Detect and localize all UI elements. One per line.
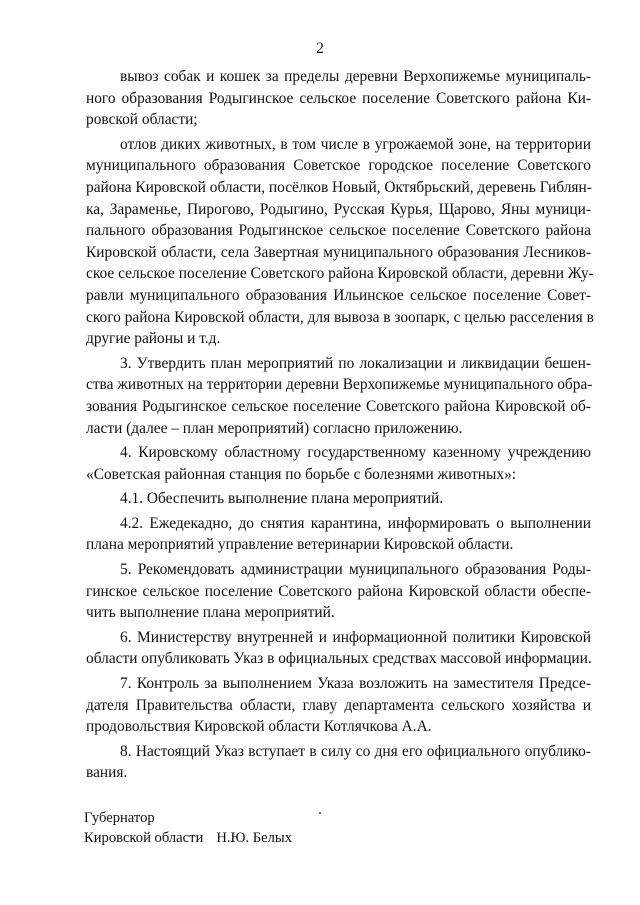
text-line: муниципального образования Советское городское поселение Советского bbox=[86, 157, 591, 175]
text-line: ласти (далее – план мероприятий) согласно приложению. bbox=[86, 419, 463, 437]
signatory-title: Губернатор bbox=[84, 810, 155, 826]
decree-body bbox=[86, 66, 594, 784]
text-line: ского района Кировской области, для вывоза в зоопарк, с целью расселения в bbox=[86, 308, 594, 326]
text-line: вывоз собак и кошек за пределы деревни Верхопижемье муниципаль- bbox=[120, 68, 591, 85]
text-line: 5. Рекомендовать администрации муниципального образования Роды- bbox=[120, 561, 591, 579]
text-line: отлов диких животных, в том числе в угрожаемой зоне, на территории bbox=[120, 135, 591, 153]
text-line: «Советская районная станция по борьбе с болезнями животных»: bbox=[86, 465, 517, 483]
scan-speck bbox=[319, 812, 321, 814]
text-line: области опубликовать Указ в официальных средствах массовой информации. bbox=[86, 650, 592, 668]
text-line: чить выполнение плана мероприятий. bbox=[86, 604, 335, 622]
text-line: пального образования Родыгинское сельское поселение Советского района bbox=[86, 222, 591, 240]
page-number: 2 bbox=[316, 40, 324, 57]
text-line: 7. Контроль за выполнением Указа возложить на заместителя Предсе- bbox=[120, 675, 591, 693]
signatory-region-line bbox=[84, 829, 292, 849]
text-line: зования Родыгинское сельское поселение Советского района Кировской об- bbox=[86, 397, 591, 415]
text-line: ства животных на территории деревни Верхопижемье муниципального обра- bbox=[86, 376, 593, 394]
text-line: 4. Кировскому областному государственному казенному учреждению bbox=[120, 444, 591, 462]
signature-block bbox=[84, 809, 292, 848]
text-line: плана мероприятий управление ветеринарии Кировской области. bbox=[86, 536, 514, 554]
text-line: ного образования Родыгинское сельское поселение Советского района Ки- bbox=[86, 89, 591, 107]
text-line: гинское сельское поселение Советского района Кировской области обеспе- bbox=[86, 582, 591, 600]
signatory-region: Кировской области bbox=[84, 829, 204, 846]
text-line: равли муниципального образования Ильинское сельское поселение Совет- bbox=[86, 286, 591, 304]
text-line: 3. Утвердить план мероприятий по локализации и ликвидации бешен- bbox=[120, 354, 591, 372]
text-line: ка, Зараменье, Пирогово, Родыгино, Русская Курья, Щарово, Яны муници- bbox=[86, 200, 591, 218]
text-line: продовольствия Кировской области Котлячкова А.А. bbox=[86, 718, 432, 736]
text-line: 4.2. Ежедекадно, до снятия карантина, информировать о выполнении bbox=[120, 514, 591, 532]
text-line: дателя Правительства области, главу департамента сельского хозяйства и bbox=[86, 696, 591, 714]
text-line: 8. Настоящий Указ вступает в силу со дня его официального опублико- bbox=[120, 742, 591, 760]
text-line: 6. Министерству внутренней и информационной политики Кировской bbox=[120, 628, 591, 646]
text-line: вания. bbox=[86, 764, 128, 782]
text-line: ское сельское поселение Советского района Кировской области, деревни Жу- bbox=[86, 265, 594, 283]
signatory-name: Н.Ю. Белых bbox=[216, 829, 293, 846]
text-line: 4.1. Обеспечить выполнение плана мероприятий. bbox=[120, 490, 444, 508]
text-line: другие районы и т.д. bbox=[86, 330, 221, 348]
text-line: района Кировской области, посёлков Новый, Октябрьский, деревень Гиблян- bbox=[86, 178, 592, 196]
text-line: ровской области; bbox=[86, 111, 198, 129]
text-line: Кировской области, села Завертная муниципального образования Лесников- bbox=[86, 243, 591, 261]
